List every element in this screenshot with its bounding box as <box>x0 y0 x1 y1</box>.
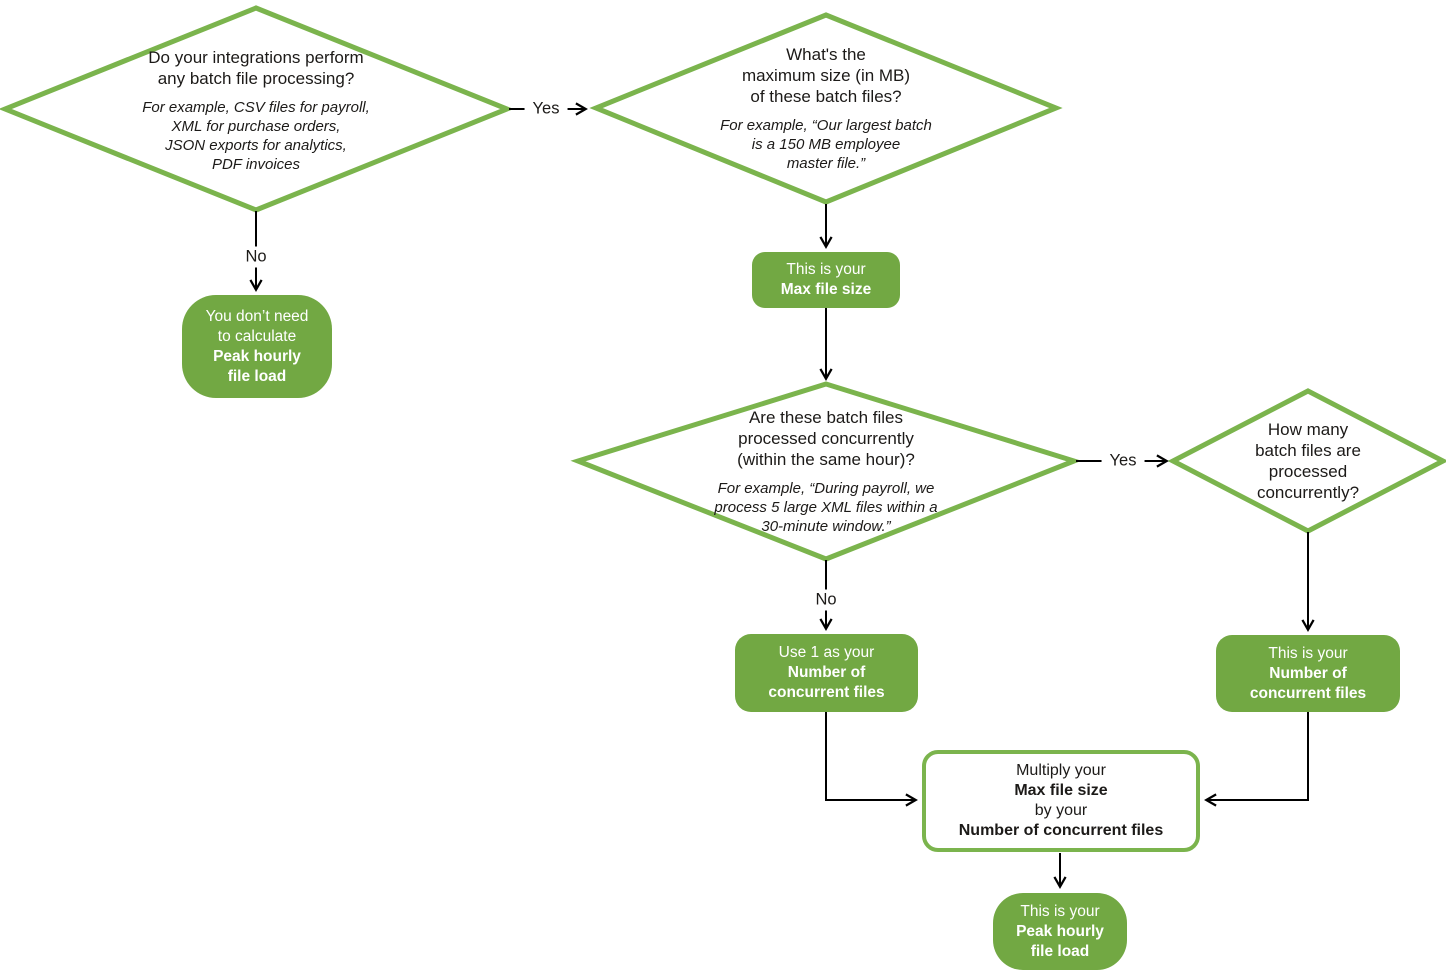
edge-label-yes-1: Yes <box>525 99 568 120</box>
box-line: Use 1 as your <box>778 644 875 661</box>
example-line: For example, “Our largest batch <box>720 117 932 134</box>
title-line: concurrently? <box>1256 483 1360 502</box>
connector-useone-to-multiply <box>826 712 915 800</box>
box-line: to calculate <box>217 327 297 345</box>
title-line: batch files are <box>1255 441 1361 460</box>
example-line: PDF invoices <box>211 155 301 173</box>
box-line: This is your <box>1268 644 1348 662</box>
title-line: of these batch files? <box>750 87 902 106</box>
edge-label-yes-2: Yes <box>1102 451 1145 472</box>
box-line-bold: Peak hourly <box>1016 922 1104 940</box>
example-line: master file.” <box>786 155 866 172</box>
example-line: For example, “During payroll, we <box>717 480 935 497</box>
decision-diamond-max-size <box>596 15 1056 202</box>
example-line: XML for purchase orders, <box>171 117 341 135</box>
decision-diamond-concurrent <box>578 384 1074 559</box>
connector-numfiles-to-multiply <box>1207 712 1308 800</box>
decision-diamond-batch-processing <box>5 8 507 210</box>
example-line: For example, CSV files for payroll, <box>142 98 370 116</box>
box-line: by your <box>1034 802 1088 819</box>
box-line: Multiply your <box>1016 762 1106 779</box>
box-line-bold: concurrent files <box>768 684 885 701</box>
box-line-bold: Number of <box>787 664 866 681</box>
title-line: (within the same hour)? <box>737 450 915 469</box>
title-line: maximum size (in MB) <box>741 66 911 85</box>
box-line-bold: Max file size <box>1014 782 1108 799</box>
result-box-max-file-size <box>752 252 900 308</box>
box-line: This is your <box>786 261 866 278</box>
edge-label-no-1: No <box>237 247 274 268</box>
result-box-peak-hourly-load <box>993 893 1127 970</box>
example-line: JSON exports for analytics, <box>165 136 347 154</box>
box-line-bold: Number of concurrent files <box>958 822 1164 839</box>
box-line: You don’t need <box>205 307 309 325</box>
box-line-bold: file load <box>1030 942 1090 960</box>
decision-diamond-how-many <box>1173 391 1443 531</box>
title-line: How many <box>1267 420 1349 439</box>
result-box-use-one-concurrent <box>735 634 918 712</box>
title-line: What's the <box>786 45 866 64</box>
box-line-bold: concurrent files <box>1249 684 1367 702</box>
box-line-bold: Max file size <box>780 281 872 298</box>
box-line-bold: Number of <box>1269 664 1347 682</box>
example-line: is a 150 MB employee <box>751 136 901 153</box>
example-line: process 5 large XML files within a <box>714 499 938 516</box>
edge-label-no-2: No <box>807 590 844 611</box>
result-box-no-calculation-needed <box>182 295 332 398</box>
title-line: processed concurrently <box>738 429 914 448</box>
title-line: Do your integrations perform <box>148 47 364 67</box>
title-line: processed <box>1268 462 1348 481</box>
example-line: 30-minute window.” <box>761 518 891 535</box>
box-line: This is your <box>1020 902 1100 920</box>
result-box-number-concurrent <box>1216 635 1400 712</box>
box-line-bold: file load <box>227 367 287 385</box>
title-line: any batch file processing? <box>157 68 355 88</box>
box-line-bold: Peak hourly <box>213 347 301 365</box>
process-box-multiply <box>922 750 1200 852</box>
title-line: Are these batch files <box>748 408 903 427</box>
